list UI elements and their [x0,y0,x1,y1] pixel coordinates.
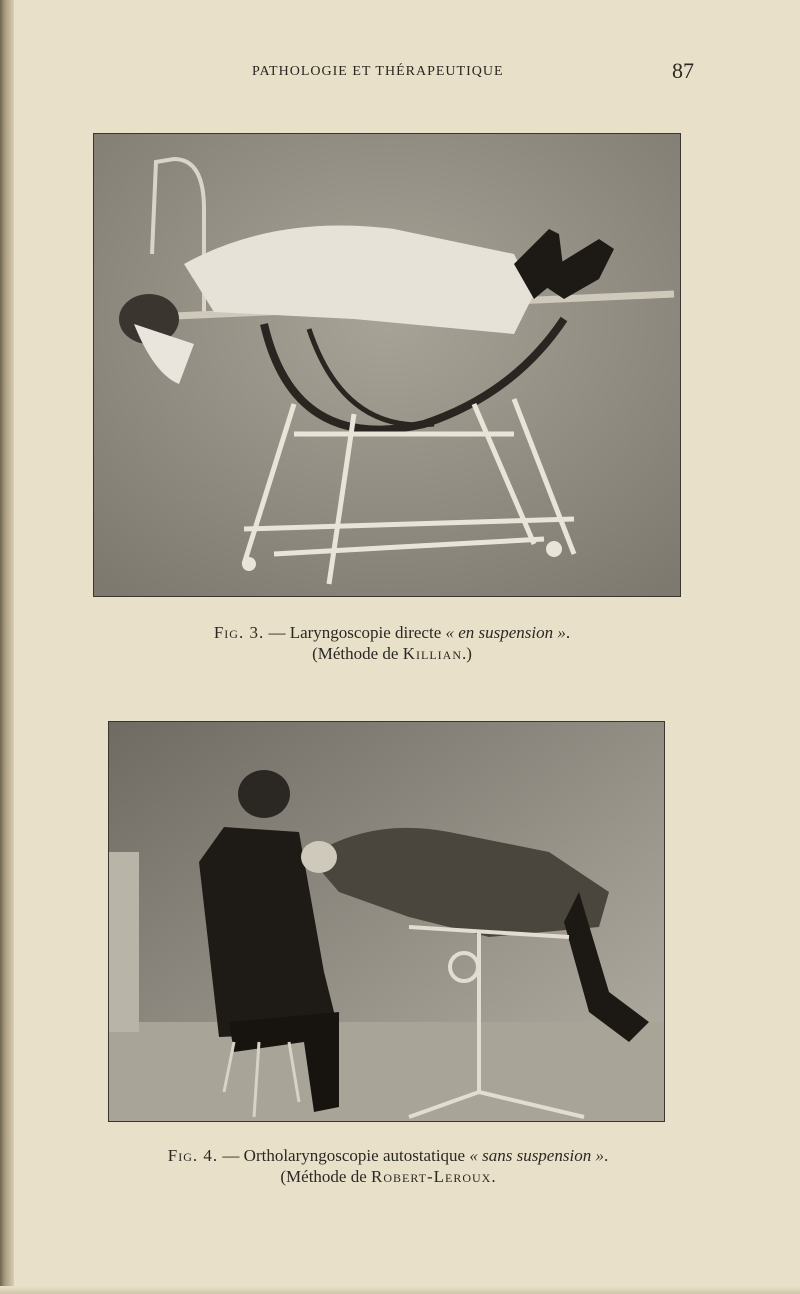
figure-4-method-name: Robert-Leroux [371,1167,492,1186]
figure-4-dash: — [218,1146,244,1165]
page-bottom-edge [0,1286,800,1294]
page-number: 87 [672,58,694,83]
figure-4-title-end: . [603,1146,609,1165]
figure-3-title: Laryngoscopie directe [289,623,446,642]
figure-4-method [0,1166,788,1188]
figure-3-photo [93,133,681,597]
figure-3-method [0,643,792,665]
figure-3-label: Fig. 3. [213,623,265,642]
figure-4-photo [108,721,665,1122]
figure-3-method-suffix: .) [461,644,472,663]
figure-3-title-end: . [565,623,571,642]
running-head: PATHOLOGIE ET THÉRAPEUTIQUE [252,64,504,79]
figure-4-title: Ortholaryngoscopie autostatique [243,1146,470,1165]
figure-3-title-italic: « en suspension » [445,623,566,642]
figure-4-label: Fig. 4. [167,1146,219,1165]
figure-4-title-italic: « sans suspension » [469,1146,604,1165]
figure-4-method-prefix: (Méthode de [280,1167,372,1186]
figure-4-method-suffix: . [491,1167,496,1186]
figure-4-caption [0,1145,788,1167]
figure-3-method-name: Killian [402,644,462,663]
figure-3-dash: — [264,623,290,642]
figure-3-caption [0,622,792,644]
figure-3-method-prefix: (Méthode de [312,644,403,663]
